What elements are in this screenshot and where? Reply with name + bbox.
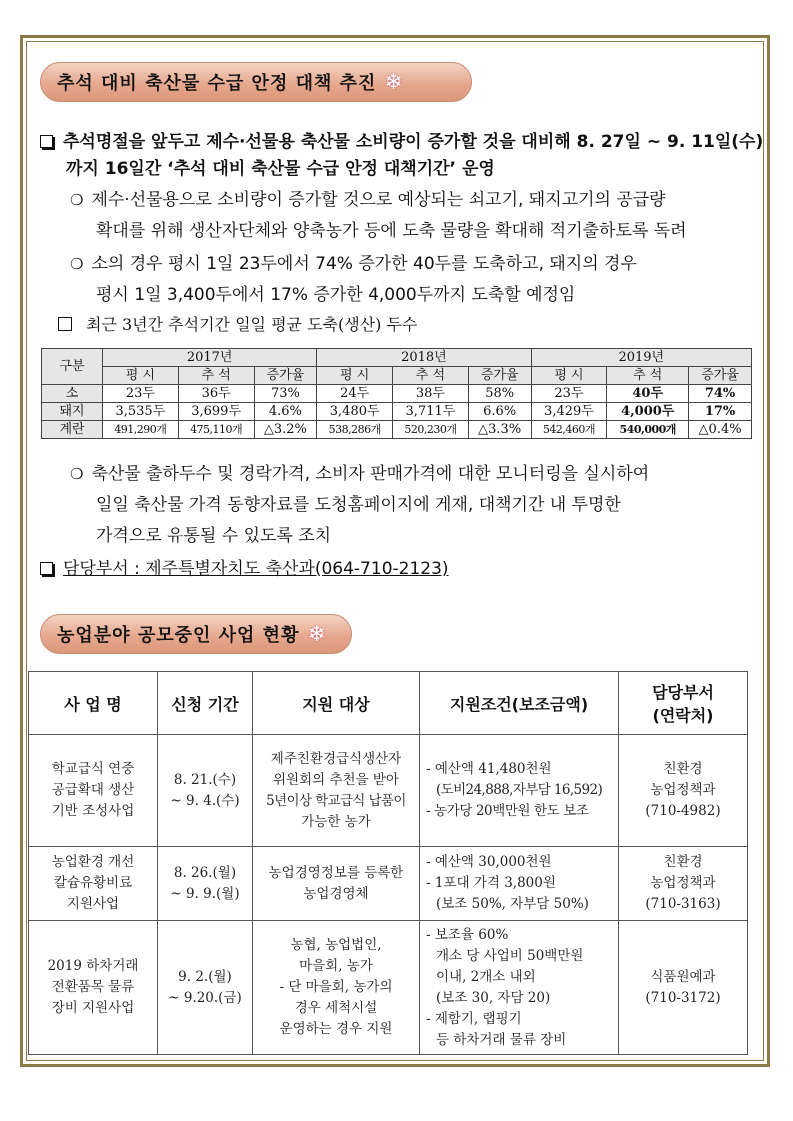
sub1-line1: ❍ 제수·선물용으로 소비량이 증가할 것으로 예상되는 쇠고기, 돼지고기의 공급량 — [70, 190, 666, 210]
square-bullet-icon — [40, 562, 53, 575]
sub3-line1: ❍ 축산물 출하두수 및 경락가격, 소비자 판매가격에 대한 모니터링을 실시하여 — [70, 464, 650, 484]
program-dept: 친환경 농업정책과 (710-4982) — [619, 735, 748, 847]
program-period: 8. 26.(월) ~ 9. 9.(월) — [158, 847, 253, 921]
table-row — [42, 421, 752, 439]
col-header-dept: 담당부서 (연락처) — [619, 672, 748, 735]
sub3-line2: 일일 축산물 가격 동향자료를 도청홈페이지에 게재, 대책기간 내 투명한 — [96, 495, 621, 515]
subcol-header: 증가율 — [254, 367, 317, 385]
col-header-period: 신청 기간 — [158, 672, 253, 735]
table-cell: 3,535두 — [103, 403, 179, 421]
program-terms: - 예산액 30,000천원 - 1포대 가격 3,800원 (보조 50%, 자부담 50%) — [420, 847, 619, 921]
subcol-header: 평 시 — [531, 367, 607, 385]
table-cell: 6.6% — [468, 403, 531, 421]
row-label: 돼지 — [42, 403, 103, 421]
circle-bullet-icon: ❍ — [70, 465, 84, 483]
table-row — [29, 921, 748, 1055]
square-bullet-icon — [58, 317, 72, 331]
table-cell: 491,290개 — [103, 421, 179, 439]
year-header: 2018년 — [317, 349, 531, 367]
col-header-target: 지원 대상 — [253, 672, 420, 735]
program-target: 농업경영정보를 등록한 농업경영체 — [253, 847, 420, 921]
slaughter-table — [41, 348, 752, 439]
table-cell: 23두 — [531, 385, 607, 403]
program-terms: - 예산액 41,480천원 (도비24,888,자부담 16,592) - 농가당 20백만원 한도 보조 — [420, 735, 619, 847]
program-period: 9. 2.(월) ~ 9.20.(금) — [158, 921, 253, 1055]
table-corner: 구분 — [42, 349, 103, 385]
table-row — [29, 735, 748, 847]
table-cell: 538,286개 — [317, 421, 393, 439]
program-target: 농협, 농업법인, 마을회, 농가 - 단 마을회, 농가의 경우 세척시설 운영하는 경우 지원 — [253, 921, 420, 1055]
sub3-line3: 가격으로 유통될 수 있도록 조치 — [96, 526, 332, 546]
table-cell: 24두 — [317, 385, 393, 403]
table-row — [42, 403, 752, 421]
programs-table — [28, 671, 748, 1055]
bullet1-line1: 추석명절을 앞두고 제수·선물용 축산물 소비량이 증가할 것을 대비해 8. 27일 ~ 9. 11일(수) — [40, 131, 763, 153]
col-header-terms: 지원조건(보조금액) — [420, 672, 619, 735]
table-cell: 475,110개 — [178, 421, 254, 439]
bullet1-line2: 까지 16일간 ‘추석 대비 축산물 수급 안정 대책기간’ 운영 — [66, 159, 495, 179]
subcol-header: 증가율 — [689, 367, 752, 385]
program-name: 학교급식 연중 공급확대 생산 기반 조성사업 — [29, 735, 158, 847]
table-cell: 23두 — [103, 385, 179, 403]
program-dept: 식품원예과 (710-3172) — [619, 921, 748, 1055]
square-bullet-icon — [40, 135, 53, 148]
table-cell: 3,429두 — [531, 403, 607, 421]
table-cell: 3,699두 — [178, 403, 254, 421]
program-period: 8. 21.(수) ~ 9. 4.(수) — [158, 735, 253, 847]
snowflake-icon: ❄ — [384, 69, 404, 95]
year-header: 2017년 — [103, 349, 317, 367]
table-cell: △0.4% — [689, 421, 752, 439]
section2-title-banner — [40, 614, 352, 654]
program-dept: 친환경 농업정책과 (710-3163) — [619, 847, 748, 921]
table-cell: 74% — [689, 385, 752, 403]
table-cell: 540,000개 — [607, 421, 689, 439]
subcol-header: 추 석 — [607, 367, 689, 385]
table-cell: 58% — [468, 385, 531, 403]
section2-title: 농업분야 공모중인 사업 현황 — [57, 625, 300, 646]
program-terms: - 보조율 60% 개소 당 사업비 50백만원 이내, 2개소 내외 (보조 30, 자담 20) - 제함기, 랩핑기 등 하차거래 물류 장비 — [420, 921, 619, 1055]
table-cell: 3,480두 — [317, 403, 393, 421]
table-cell: 4.6% — [254, 403, 317, 421]
subcol-header: 추 석 — [393, 367, 469, 385]
table-row — [42, 385, 752, 403]
program-target: 제주친환경급식생산자 위원회의 추천을 받아 5년이상 학교급식 납품이 가능한 농가 — [253, 735, 420, 847]
table-cell: △3.2% — [254, 421, 317, 439]
snowflake-icon: ❄ — [307, 621, 327, 647]
table-cell: △3.3% — [468, 421, 531, 439]
section1-title-banner — [40, 62, 472, 102]
year-header: 2019년 — [531, 349, 751, 367]
subcol-header: 평 시 — [103, 367, 179, 385]
subcol-header: 평 시 — [317, 367, 393, 385]
table-cell: 4,000두 — [607, 403, 689, 421]
row-label: 계란 — [42, 421, 103, 439]
table-cell: 73% — [254, 385, 317, 403]
circle-bullet-icon: ❍ — [70, 191, 84, 209]
table-cell: 40두 — [607, 385, 689, 403]
sub1-line2: 확대를 위해 생산자단체와 양축농가 등에 도축 물량을 확대해 적기출하토록 독려 — [96, 221, 687, 241]
table-cell: 542,460개 — [531, 421, 607, 439]
contact-text: 담당부서 : 제주특별자치도 축산과(064-710-2123) — [63, 559, 449, 579]
row-label: 소 — [42, 385, 103, 403]
table-caption: 최근 3년간 추석기간 일일 평균 도축(생산) 두수 — [58, 314, 417, 336]
circle-bullet-icon: ❍ — [70, 255, 84, 273]
section1-title: 추석 대비 축산물 수급 안정 대책 추진 — [57, 73, 377, 94]
subcol-header: 증가율 — [468, 367, 531, 385]
table-cell: 3,711두 — [393, 403, 469, 421]
contact-line — [40, 558, 449, 580]
program-name: 농업환경 개선 칼슘유황비료 지원사업 — [29, 847, 158, 921]
table-cell: 17% — [689, 403, 752, 421]
program-name: 2019 하차거래 전환품목 물류 장비 지원사업 — [29, 921, 158, 1055]
col-header-name: 사 업 명 — [29, 672, 158, 735]
table-cell: 38두 — [393, 385, 469, 403]
table-row — [29, 847, 748, 921]
subcol-header: 추 석 — [178, 367, 254, 385]
sub2-line1: ❍ 소의 경우 평시 1일 23두에서 74% 증가한 40두를 도축하고, 돼지의 경우 — [70, 254, 637, 274]
table-cell: 520,230개 — [393, 421, 469, 439]
table-cell: 36두 — [178, 385, 254, 403]
sub2-line2: 평시 1일 3,400두에서 17% 증가한 4,000두까지 도축할 예정임 — [96, 285, 576, 305]
